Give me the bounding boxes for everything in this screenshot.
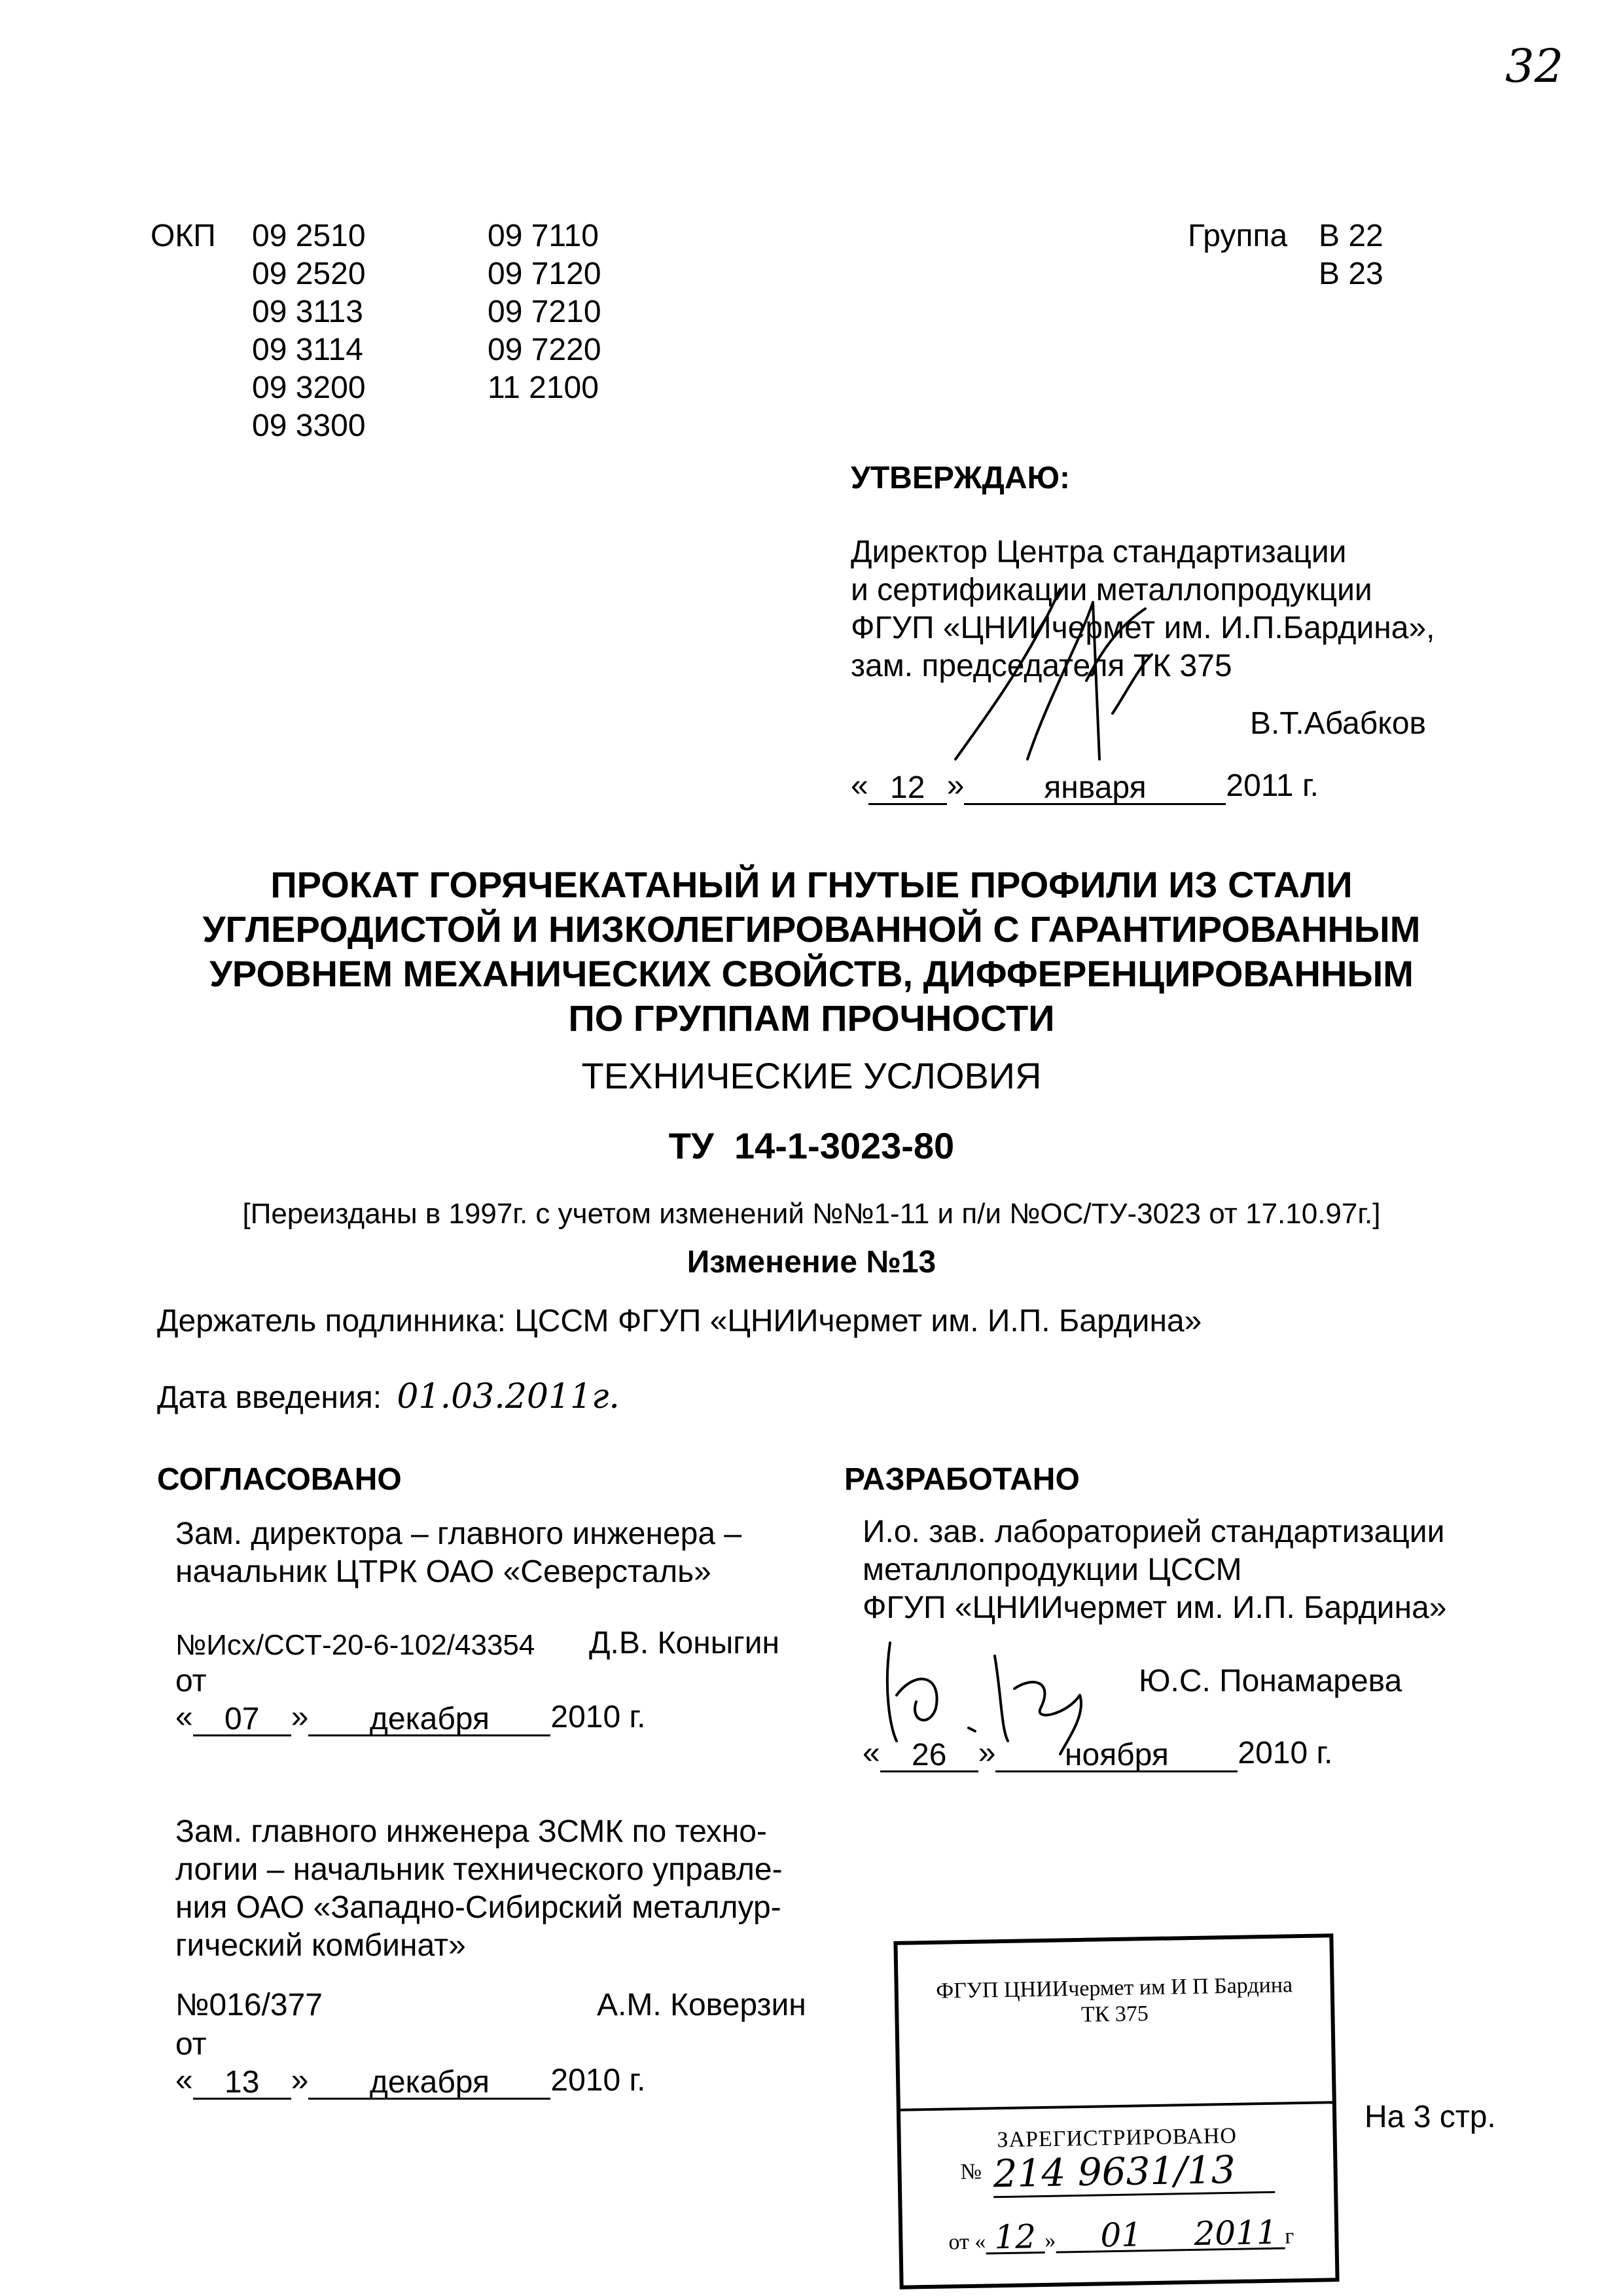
stamp-number-label: № (960, 2159, 982, 2185)
agreed-line: логии – начальник технического управле- (175, 1852, 783, 1887)
agreed-line: Зам. директора – главного инженера – (175, 1516, 742, 1551)
agreed-line: ния ОАО «Западно-Сибирский металлур- (175, 1890, 781, 1925)
okp-code: 09 3300 (252, 408, 366, 443)
agreed-block-1-text (175, 1515, 741, 1591)
pages-note: На 3 стр. (1364, 2100, 1496, 2134)
agreed-line: начальник ЦТРК ОАО «Северсталь» (175, 1554, 711, 1589)
okp-code: 09 7220 (488, 332, 601, 367)
group-value: В 22 (1319, 219, 1383, 253)
title-line: ПРОКАТ ГОРЯЧЕКАТАНЫЙ И ГНУТЫЕ ПРОФИЛИ ИЗ СТАЛИ (270, 864, 1353, 905)
okp-label: ОКП (151, 219, 216, 253)
okp-code: 09 2520 (252, 257, 366, 291)
date-year: 2011 г. (1226, 768, 1319, 803)
agreed-line: Зам. главного инженера ЗСМК по техно- (175, 1814, 767, 1849)
agreed-block-1-ref: №Исх/ССТ-20-6-102/43354 (175, 1629, 535, 1661)
developed-text (863, 1513, 1447, 1627)
date-day: 26 (880, 1736, 978, 1772)
approval-heading: УТВЕРЖДАЮ: (851, 461, 1070, 495)
approval-line: зам. председателя ТК 375 (851, 649, 1232, 683)
agreed-block-2-from: от (175, 2027, 207, 2062)
date-month: декабря (308, 1700, 550, 1736)
stamp-year: 2011 (1186, 2214, 1285, 2251)
approval-line: ФГУП «ЦНИИчермет им. И.П.Бардина», (851, 611, 1435, 645)
date-year: 2010 г. (1238, 1736, 1333, 1770)
document-subtitle: ТЕХНИЧЕСКИЕ УСЛОВИЯ (581, 1055, 1042, 1096)
date-year: 2010 г. (550, 1700, 646, 1734)
introduction-date-label: Дата введения: (157, 1380, 382, 1415)
okp-code: 09 3200 (252, 370, 366, 405)
developed-heading: РАЗРАБОТАНО (844, 1462, 1080, 1497)
developed-line: металлопродукции ЦССМ (863, 1552, 1242, 1587)
title-line: ПО ГРУППАМ ПРОЧНОСТИ (568, 997, 1055, 1039)
developed-line: И.о. зав. лабораторией стандартизации (863, 1515, 1445, 1549)
stamp-month: 01 (1056, 2215, 1187, 2253)
date-quote-open: « (851, 768, 868, 803)
change-number: Изменение №13 (687, 1245, 936, 1280)
approval-line: Директор Центра стандартизации (851, 535, 1347, 569)
approval-name: В.Т.Абабков (1250, 706, 1427, 741)
stamp-date: от « 12 » 01 2011 г (948, 2213, 1294, 2257)
approval-line: и сертификации металлопродукции (851, 573, 1372, 607)
agreed-block-1-date: « 07 » декабря 2010 г. (175, 1700, 646, 1736)
agreed-line: гический комбинат» (175, 1928, 466, 1963)
registration-stamp (893, 1933, 1339, 2289)
date-day: 13 (193, 2064, 291, 2100)
stamp-number: 214 9631/13 (993, 2147, 1275, 2198)
okp-code: 09 3114 (252, 332, 363, 367)
developed-line: ФГУП «ЦНИИчермет им. И.П. Бардина» (863, 1590, 1447, 1625)
stamp-divider (901, 2101, 1332, 2111)
date-day: 12 (868, 769, 947, 805)
date-month: декабря (308, 2064, 550, 2100)
date-month: ноября (995, 1736, 1238, 1772)
title-line: УРОВНЕМ МЕХАНИЧЕСКИХ СВОЙСТВ, ДИФФЕРЕНЦИРОВАННЫМ (209, 953, 1414, 994)
stamp-org: ФГУП ЦНИИчермет им И П Бардина (936, 1973, 1293, 2003)
agreed-block-1-from: от (175, 1664, 207, 1698)
group-label: Группа (1188, 219, 1288, 253)
page-number: 32 (1505, 39, 1564, 93)
okp-code: 09 7110 (488, 219, 599, 253)
okp-code: 09 2510 (252, 219, 366, 253)
introduction-date (157, 1378, 620, 1417)
date-quote-close: » (946, 768, 965, 803)
agreed-block-2-name: А.М. Коверзин (597, 1988, 806, 2022)
agreed-block-2-date: « 13 » декабря 2010 г. (175, 2063, 646, 2100)
date-year: 2010 г. (550, 2063, 646, 2098)
document-title (0, 863, 1623, 1041)
stamp-date-label: от « (948, 2229, 986, 2255)
group-values (1319, 217, 1383, 293)
original-holder: Держатель подлинника: ЦССМ ФГУП «ЦНИИчермет им. И.П. Бардина» (157, 1304, 1202, 1338)
agreed-block-2-text (175, 1813, 783, 1965)
okp-code: 09 7210 (488, 295, 601, 329)
approval-date (851, 767, 1319, 805)
okp-code: 09 7120 (488, 257, 601, 291)
stamp-day: 12 (986, 2217, 1045, 2255)
stamp-year-suffix: г (1284, 2224, 1294, 2249)
approval-signature (929, 563, 1165, 779)
date-month: января (964, 769, 1226, 805)
developer-name: Ю.С. Понамарева (1139, 1664, 1402, 1698)
stamp-committee: ТК 375 (1080, 2001, 1149, 2027)
okp-code: 11 2100 (488, 370, 599, 405)
title-line: УГЛЕРОДИСТОЙ И НИЗКОЛЕГИРОВАННОЙ С ГАРАНТИРОВАННЫМ (202, 908, 1421, 950)
okp-code: 09 3113 (252, 295, 363, 329)
developed-date: « 26 » ноября 2010 г. (863, 1736, 1333, 1772)
okp-column-2 (488, 217, 601, 407)
agreed-block-2-ref: №016/377 (175, 1988, 323, 2022)
stamp-header (898, 1937, 1331, 2031)
reissue-note: [Переизданы в 1997г. с учетом изменений №№1-11 и п/и №ОС/ТУ-3023 от 17.10.97г.] (242, 1198, 1381, 1230)
stamp-registered: ЗАРЕГИСТРИРОВАНО (997, 2123, 1238, 2153)
agreed-heading: СОГЛАСОВАНО (157, 1462, 402, 1497)
introduction-date-handwritten: 01.03.2011г. (397, 1377, 620, 1416)
date-day: 07 (193, 1700, 291, 1736)
okp-column-1 (252, 217, 366, 445)
group-value: В 23 (1319, 257, 1383, 291)
agreed-block-1-name: Д.В. Коныгин (589, 1626, 780, 1660)
document-code: ТУ 14-1-3023-80 (668, 1125, 955, 1166)
